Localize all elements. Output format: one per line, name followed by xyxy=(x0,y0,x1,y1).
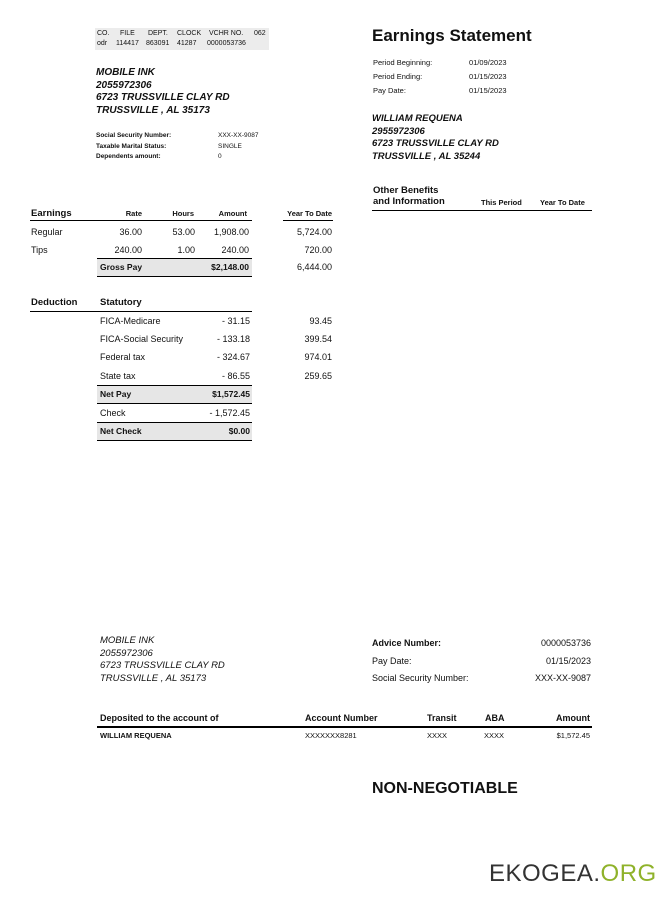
statement-title: Earnings Statement xyxy=(372,26,532,45)
earnings-row-ytd: 720.00 xyxy=(304,245,332,255)
deposit-name: WILLIAM REQUENA xyxy=(100,731,172,740)
benefits-ytd: Year To Date xyxy=(540,198,585,207)
other-benefits-title xyxy=(373,185,445,207)
file-label: FILE xyxy=(120,30,135,37)
amount-header: Amount xyxy=(218,209,247,218)
advice-number-label: Advice Number: xyxy=(372,638,442,648)
other-benefits-title-line1: Other Benefits xyxy=(373,185,439,196)
employee-phone: 2955972306 xyxy=(372,125,425,137)
deduction-row-label: State tax xyxy=(100,371,136,381)
company-street: 6723 TRUSSVILLE CLAY RD xyxy=(96,92,230,103)
net-check-label: Net Check xyxy=(100,426,142,436)
vchr-label-value: 062 xyxy=(254,30,266,37)
gross-pay-amount: $2,148.00 xyxy=(211,262,249,272)
period-begin-value: 01/09/2023 xyxy=(469,58,507,67)
company-address xyxy=(96,67,230,117)
earnings-header: Earnings xyxy=(31,208,72,219)
dependents-value: 0 xyxy=(218,153,222,160)
ssn-value: XXX-XX-9087 xyxy=(218,132,259,139)
company-name: MOBILE INK xyxy=(96,67,155,78)
gross-pay-ytd: 6,444.00 xyxy=(296,262,332,272)
deduction-header: Deduction xyxy=(31,297,78,308)
deduction-rule xyxy=(30,311,252,312)
earnings-row-label: Regular xyxy=(31,227,63,237)
watermark-part1: EKOGEA. xyxy=(489,860,601,887)
period-end-value: 01/15/2023 xyxy=(469,72,507,81)
deposit-account: XXXXXXX8281 xyxy=(305,731,357,740)
employee-address xyxy=(372,113,499,163)
statutory-header: Statutory xyxy=(100,297,142,308)
earnings-row-label: Tips xyxy=(31,245,48,255)
stub-company-address xyxy=(100,635,225,685)
period-values xyxy=(469,56,507,98)
deposit-aba: XXXX xyxy=(484,731,505,740)
earnings-row-amount: 240.00 xyxy=(221,245,249,255)
watermark-part2: ORG xyxy=(600,860,657,887)
employee-street: 6723 TRUSSVILLE CLAY RD xyxy=(372,138,499,149)
marital-value: SINGLE xyxy=(218,142,242,150)
earnings-ytd-rule xyxy=(283,220,333,221)
deduction-row-ytd: 974.01 xyxy=(304,352,332,362)
advice-ssn-value: XXX-XX-9087 xyxy=(534,673,591,683)
deduction-row-amount: - 86.55 xyxy=(221,371,250,381)
deposit-amount: $1,572.45 xyxy=(556,731,590,740)
deposit-header-account-of: Deposited to the account of xyxy=(100,713,219,723)
clock-label: CLOCK xyxy=(177,30,202,37)
net-check-amount: $0.00 xyxy=(228,426,250,436)
deduction-row-amount: - 324.67 xyxy=(216,352,250,362)
vchr-value: 0000053736 xyxy=(207,40,246,47)
clock-value: 41287 xyxy=(177,40,197,47)
company-phone: 2055972306 xyxy=(96,79,152,91)
ssn-label: Social Security Number: xyxy=(96,132,172,139)
stub-company-city: TRUSSVILLE , AL 35173 xyxy=(100,672,207,684)
stub-company-name: MOBILE INK xyxy=(100,635,155,646)
dept-label: DEPT. xyxy=(148,30,168,37)
check-label: Check xyxy=(100,408,126,418)
vchr-label: VCHR NO. xyxy=(209,30,244,37)
rate-header: Rate xyxy=(125,209,142,218)
earnings-row-rate: 36.00 xyxy=(119,227,142,237)
deposit-rule xyxy=(97,726,592,728)
period-end-label: Period Ending: xyxy=(373,72,423,81)
header-info-box xyxy=(95,28,269,50)
deposit-header-aba: ABA xyxy=(485,713,505,723)
deduction-row-amount: - 133.18 xyxy=(216,334,250,344)
deduction-row-label: FICA-Social Security xyxy=(100,334,184,344)
dependents-label: Dependents amount: xyxy=(96,153,161,160)
deduction-row-ytd: 399.54 xyxy=(304,334,332,344)
stub-company-phone: 2055972306 xyxy=(100,647,153,659)
ytd-header: Year To Date xyxy=(287,209,332,218)
dept-value: 863091 xyxy=(146,40,170,47)
deduction-row-ytd: 259.65 xyxy=(304,371,332,381)
check-amount: - 1,572.45 xyxy=(209,408,250,418)
deposit-header-transit: Transit xyxy=(427,713,457,723)
benefits-this-period: This Period xyxy=(481,198,522,207)
marital-label: Taxable Marital Status: xyxy=(96,142,167,150)
earnings-row-hours: 1.00 xyxy=(177,245,195,255)
tax-info-values xyxy=(218,131,258,163)
other-benefits-title-line2: and Information xyxy=(373,196,445,207)
net-pay-amount: $1,572.45 xyxy=(212,389,250,399)
period-labels xyxy=(373,56,432,98)
deposit-transit: XXXX xyxy=(427,731,448,740)
non-negotiable-stamp: NON-NEGOTIABLE xyxy=(372,780,518,797)
advice-pay-date-value: 01/15/2023 xyxy=(545,656,591,666)
company-city: TRUSSVILLE , AL 35173 xyxy=(96,104,210,116)
tax-info-labels xyxy=(96,131,171,163)
deposit-header-amount: Amount xyxy=(556,713,590,723)
employee-name: WILLIAM REQUENA xyxy=(372,113,463,124)
advice-pay-date-label: Pay Date: xyxy=(372,656,412,666)
deduction-row-ytd: 93.45 xyxy=(309,316,332,326)
deposit-header-account-number: Account Number xyxy=(305,713,378,723)
period-begin-label: Period Beginning: xyxy=(373,58,433,67)
earnings-row-hours: 53.00 xyxy=(172,227,195,237)
watermark-logo xyxy=(489,860,657,888)
co-label: CO. xyxy=(97,30,110,37)
hours-header: Hours xyxy=(172,209,194,218)
deduction-row-label: FICA-Medicare xyxy=(100,316,161,326)
advice-number-value: 0000053736 xyxy=(540,638,591,648)
deduction-row-amount: - 31.15 xyxy=(221,316,250,326)
stub-company-street: 6723 TRUSSVILLE CLAY RD xyxy=(100,660,225,671)
earnings-row-amount: 1,908.00 xyxy=(213,227,249,237)
deduction-row-label: Federal tax xyxy=(100,352,146,362)
advice-ssn-label: Social Security Number: xyxy=(372,673,469,683)
earnings-rule xyxy=(30,220,252,221)
earnings-row-rate: 240.00 xyxy=(114,245,142,255)
gross-pay-label: Gross Pay xyxy=(100,262,143,272)
benefits-rule xyxy=(372,210,592,211)
net-pay-label: Net Pay xyxy=(100,389,132,399)
employee-city: TRUSSVILLE , AL 35244 xyxy=(372,150,481,162)
co-value: odr xyxy=(97,40,108,47)
file-value: 114417 xyxy=(116,40,139,47)
pay-date-label: Pay Date: xyxy=(373,86,406,95)
pay-date-value: 01/15/2023 xyxy=(469,86,507,95)
earnings-row-ytd: 5,724.00 xyxy=(296,227,332,237)
